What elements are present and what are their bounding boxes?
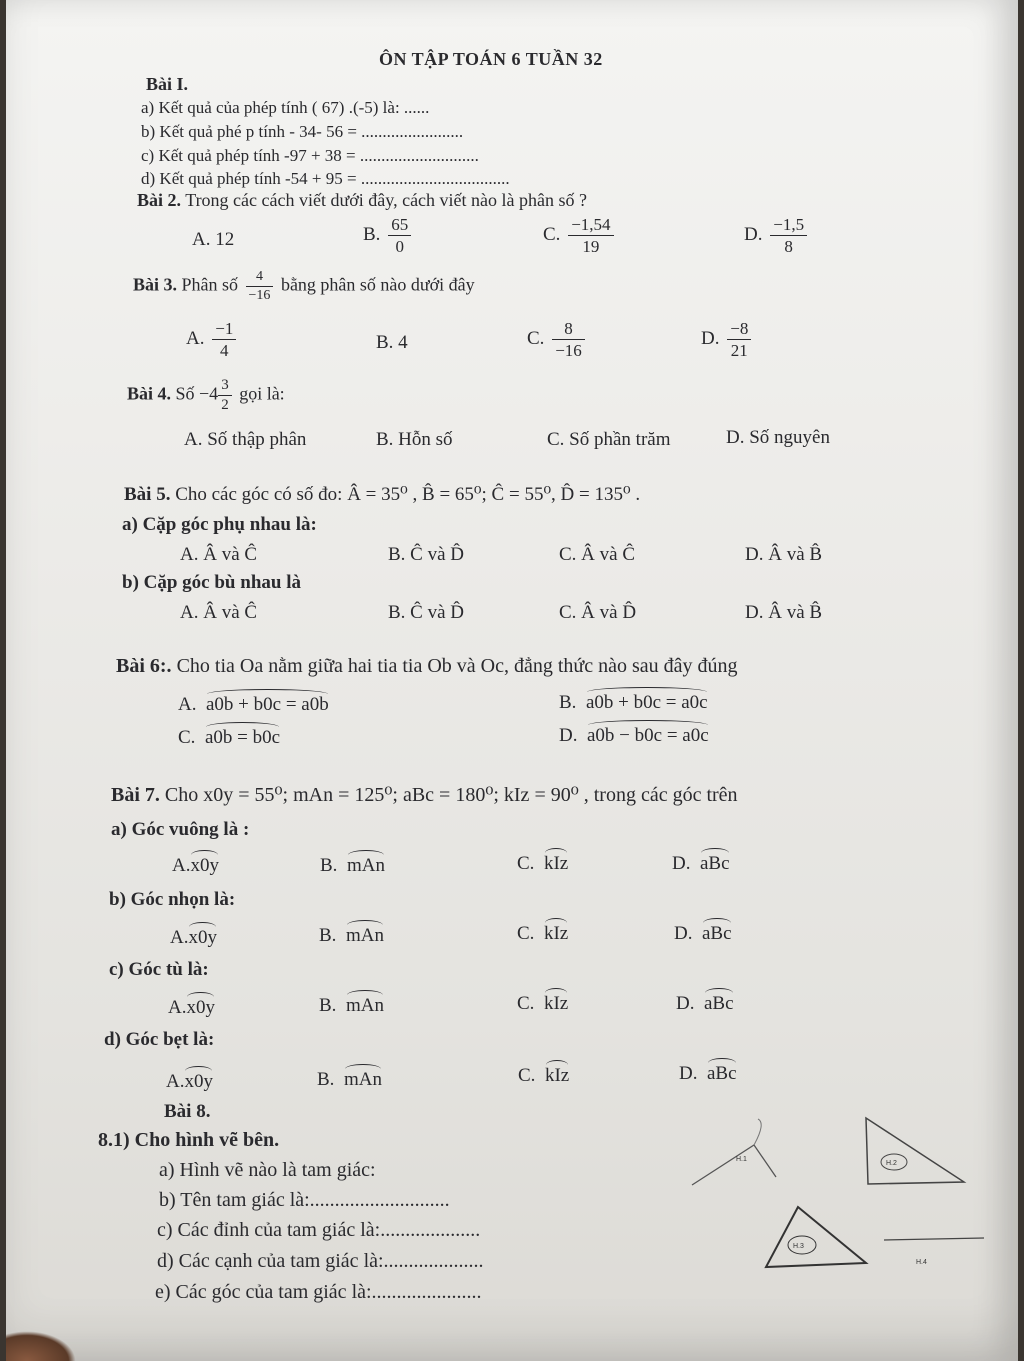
bai3-heading: Bài 3. — [133, 274, 178, 295]
bai7-d-option-c — [518, 1060, 569, 1085]
angle-name: x0y — [186, 992, 215, 1017]
bai6-question-line — [116, 656, 738, 676]
finger-shadow — [6, 1331, 76, 1361]
bai6-option-b — [559, 687, 708, 712]
angle-name: aBc — [702, 918, 732, 943]
figure-h3 — [758, 1195, 878, 1280]
fraction — [552, 320, 585, 359]
angle-name: x0y — [184, 1066, 213, 1091]
option-label: C. — [178, 727, 196, 748]
option-label: A. — [168, 997, 187, 1018]
denominator: 4 — [220, 341, 229, 360]
figure-h3-label: H.3 — [793, 1243, 804, 1250]
bai4-question-line — [127, 378, 285, 413]
bai7-d-option-a — [166, 1066, 213, 1091]
angle-name: mAn — [346, 920, 384, 945]
bai7-a-option-b — [320, 850, 385, 875]
denominator: 21 — [730, 341, 748, 360]
figure-h2 — [856, 1110, 971, 1195]
bai4-option-b: B. Hỗn số — [376, 429, 453, 450]
angle-name: kIz — [544, 918, 568, 943]
bai6-option-d — [559, 720, 709, 745]
option-label: A. — [170, 927, 189, 948]
bai1-heading: Bài I. — [146, 74, 189, 94]
option-label: D. — [672, 853, 691, 874]
option-label: C. — [517, 923, 535, 944]
angle-name: mAn — [344, 1064, 382, 1089]
bai8-a: a) Hình vẽ nào là tam giác: — [159, 1159, 376, 1181]
numerator: −1,5 — [770, 216, 807, 236]
denominator: 8 — [784, 237, 793, 256]
option-label: B. — [320, 855, 338, 876]
numerator: −8 — [727, 320, 751, 340]
figure-h4-label: H.4 — [916, 1259, 927, 1266]
bai7-a-heading: a) Góc vuông là : — [111, 819, 250, 840]
denominator: −16 — [248, 288, 271, 303]
option-label: C. — [517, 993, 535, 1014]
bai7-heading: Bài 7. — [111, 784, 160, 806]
figure-h4 — [876, 1222, 991, 1272]
angle-name: kIz — [544, 848, 568, 873]
bai3-option-d — [701, 320, 754, 359]
angle-name: aBc — [700, 848, 730, 873]
bai7-c-option-d — [676, 988, 734, 1013]
option-label: D. — [676, 993, 695, 1014]
figure-h1 — [686, 1115, 786, 1195]
bai5-a-option-b: B. Ĉ và D̂ — [388, 544, 464, 565]
bai7-d-heading: d) Góc bẹt là: — [104, 1029, 215, 1050]
fraction — [770, 216, 807, 255]
bai3-option-a — [186, 320, 239, 359]
bai7-d-option-d — [679, 1058, 737, 1083]
page-title: ÔN TẬP TOÁN 6 TUẦN 32 — [379, 49, 603, 69]
figure-h1-arc — [754, 1119, 761, 1145]
bai7-b-heading: b) Góc nhọn là: — [109, 889, 236, 910]
numerator: 65 — [388, 216, 411, 236]
worksheet-page — [6, 0, 1018, 1361]
bai8-c: c) Các đỉnh của tam giác là:.................... — [157, 1219, 481, 1241]
bai6-option-c — [178, 722, 280, 747]
bai8-d: d) Các cạnh của tam giác là:.................... — [157, 1250, 484, 1272]
bai2-heading: Bài 2. — [137, 190, 182, 210]
denominator: −16 — [555, 341, 582, 360]
option-label: C. — [517, 853, 535, 874]
bai5-a-option-a: A. Â và Ĉ — [180, 544, 258, 565]
bai1-b: b) Kết quả phé p tính - 34- 56 = ........................ — [141, 122, 464, 141]
option-label: A. — [172, 855, 191, 876]
angle-name: mAn — [347, 850, 385, 875]
angle-expression: a0b + b0c = a0b — [206, 689, 329, 714]
bai1-a: a) Kết quả của phép tính ( 67) .(-5) là: ...... — [141, 98, 430, 117]
numerator: 8 — [552, 320, 585, 340]
figure-h4-line — [884, 1238, 984, 1240]
option-label: D. — [679, 1063, 698, 1084]
denominator: 19 — [582, 237, 600, 256]
bai5-heading: Bài 5. — [124, 484, 171, 505]
bai2-option-c — [543, 216, 617, 255]
bai5-b-option-a: A. Â và Ĉ — [180, 602, 258, 623]
option-label: D. — [559, 725, 578, 746]
figure-h2-label: H.2 — [886, 1160, 897, 1167]
bai3-question-line — [133, 270, 475, 303]
bai7-b-option-c — [517, 918, 568, 943]
numerator: 3 — [218, 378, 232, 396]
fraction — [727, 320, 751, 359]
fraction — [218, 378, 232, 413]
option-label: C. — [518, 1065, 536, 1086]
bai7-question-line — [111, 785, 738, 805]
bai8-heading: Bài 8. — [164, 1101, 211, 1122]
numerator: −1 — [212, 320, 236, 340]
denominator: 2 — [221, 397, 229, 413]
bai3-text: Phân số — [181, 274, 239, 295]
denominator: 0 — [395, 237, 404, 256]
option-label: B. — [319, 995, 337, 1016]
bai2-option-b — [363, 216, 414, 255]
figure-h1-lines — [692, 1145, 776, 1185]
bai7-b-option-b — [319, 920, 384, 945]
bai5-b-option-d: D. Â và B̂ — [745, 602, 823, 623]
angle-name: mAn — [346, 990, 384, 1015]
bai2-question: Trong các cách viết dưới đây, cách viết nào là phân số ? — [185, 190, 588, 210]
bai3-option-b: B. 4 — [376, 332, 408, 353]
bai5-question-line — [124, 485, 640, 504]
option-label: A. — [178, 694, 197, 715]
angle-expression: a0b − b0c = a0c — [587, 720, 709, 745]
bai2-question-line — [137, 191, 587, 209]
bai4-text: Số −4 — [175, 383, 219, 404]
bai3-option-c — [527, 320, 588, 359]
angle-expression: a0b = b0c — [205, 722, 280, 747]
fraction — [246, 270, 274, 303]
option-label: B. — [319, 925, 337, 946]
bai7-b-option-a — [170, 922, 217, 947]
numerator: 4 — [246, 270, 274, 287]
bai5-b-heading: b) Cặp góc bù nhau là — [122, 572, 301, 593]
bai2-option-d — [744, 216, 810, 255]
bai4-option-c: C. Số phần trăm — [547, 429, 671, 450]
bai4-heading: Bài 4. — [127, 383, 172, 404]
fraction — [212, 320, 236, 359]
option-label: B. — [363, 223, 381, 245]
bai7-a-option-a — [172, 850, 219, 875]
bai7-b-option-d — [674, 918, 732, 943]
bai8-sub-heading: 8.1) Cho hình vẽ bên. — [98, 1129, 280, 1151]
bai7-question: Cho x0y = 55⁰; mAn = 125⁰; aBc = 180⁰; kIz = 90⁰ , trong các góc trên — [164, 784, 738, 806]
angle-name: x0y — [188, 922, 217, 947]
angle-name: aBc — [707, 1058, 737, 1083]
bai5-a-heading: a) Cặp góc phụ nhau là: — [122, 514, 317, 535]
bai6-question: Cho tia Oa nằm giữa hai tia tia Ob và Oc, đẳng thức nào sau đây đúng — [176, 655, 738, 677]
bai4-option-a: A. Số thập phân — [184, 429, 307, 450]
bai5-a-option-c: C. Â và Ĉ — [559, 544, 635, 565]
option-label: D. — [674, 923, 693, 944]
bai6-heading: Bài 6:. — [116, 655, 172, 677]
bai7-a-option-c — [517, 848, 568, 873]
bai8-b: b) Tên tam giác là:............................ — [159, 1189, 450, 1211]
bai7-d-option-b — [317, 1064, 382, 1089]
bai7-c-option-a — [168, 992, 215, 1017]
fraction — [568, 216, 613, 255]
angle-name: kIz — [545, 1060, 569, 1085]
bai3-text: bằng phân số nào dưới đây — [280, 274, 475, 295]
bai4-text: gọi là: — [239, 383, 285, 404]
bai7-c-heading: c) Góc tù là: — [109, 959, 209, 980]
bai7-c-option-c — [517, 988, 568, 1013]
bai5-a-option-d: D. Â và B̂ — [745, 544, 823, 565]
bai5-b-option-b: B. Ĉ và D̂ — [388, 602, 464, 623]
option-label: B. — [559, 692, 577, 713]
option-label: A. — [186, 327, 205, 349]
option-label: C. — [527, 327, 545, 349]
figure-h3-triangle — [766, 1207, 866, 1267]
angle-name: aBc — [704, 988, 734, 1013]
bai7-a-option-d — [672, 848, 730, 873]
option-label: B. — [317, 1069, 335, 1090]
fraction — [388, 216, 411, 255]
angle-name: x0y — [190, 850, 219, 875]
angle-expression: a0b + b0c = a0c — [586, 687, 708, 712]
option-label: D. — [744, 223, 763, 245]
bai1-d: d) Kết quả phép tính -54 + 95 = ................................... — [141, 169, 510, 188]
bai5-question: Cho các góc có số đo: Â = 35⁰ , B̂ = 65⁰; Ĉ = 55⁰, D̂ = 135⁰ . — [175, 484, 641, 505]
bai5-b-option-c: C. Â và D̂ — [559, 602, 637, 623]
option-label: A. — [166, 1071, 185, 1092]
option-label: C. — [543, 223, 561, 245]
angle-name: kIz — [544, 988, 568, 1013]
bai2-option-a: A. 12 — [192, 229, 235, 250]
figure-h2-triangle — [866, 1118, 964, 1184]
bai7-c-option-b — [319, 990, 384, 1015]
option-label: D. — [701, 327, 720, 349]
bai6-option-a — [178, 689, 329, 714]
bai4-option-d: D. Số nguyên — [726, 427, 830, 448]
figure-h1-label: H.1 — [736, 1156, 747, 1163]
numerator: −1,54 — [568, 216, 613, 236]
bai8-e: e) Các góc của tam giác là:...................... — [155, 1281, 482, 1303]
bai1-c: c) Kết quả phép tính -97 + 38 = ............................ — [141, 146, 479, 165]
